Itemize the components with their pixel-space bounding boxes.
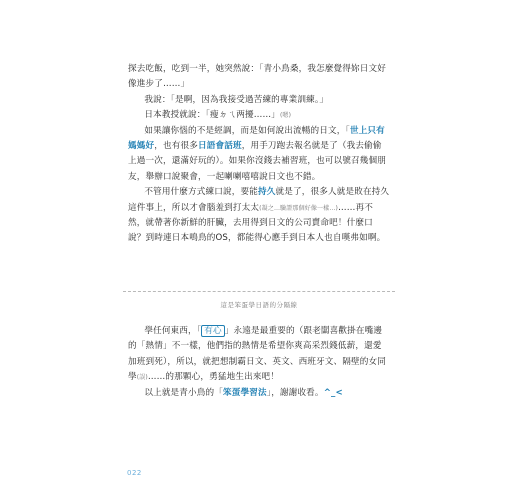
- divider-label: 這是笨蛋學日語的分隔線: [220, 301, 298, 309]
- paragraph-text: 如果讓你惱的不是經調，而是如何說出流暢的日文，「: [144, 125, 350, 136]
- highlight-text: 笨蛋學習法: [223, 387, 267, 398]
- paragraph-text: ，用手刀跑去報名就是了（我去偷偷上過一次，還滿好玩的）。如果你沒錢去補習班，也可以號召幾個朋友，舉辦口說聚會，一起喇喇嘻嘻說日文也不錯。: [128, 141, 387, 182]
- paragraph-text: 就是了，很多人就是敗在持久這件事上，所以才會腦羞到打太太: [128, 187, 390, 213]
- lower-text-block: [128, 324, 390, 401]
- highlight-text: 日語會話班: [197, 141, 242, 152]
- paragraph: [128, 185, 390, 247]
- paragraph: [128, 324, 390, 386]
- paragraph-text: 以上就是青小鳥的「: [144, 387, 224, 398]
- page-number: 022: [127, 469, 142, 477]
- section-divider: [123, 291, 395, 311]
- boxed-highlight: 有心: [201, 325, 225, 337]
- paragraph: [128, 93, 390, 108]
- paragraph-text: 我說：「是啊，因為我接受過苦練的專業訓練。」: [144, 94, 329, 105]
- paragraph-text: ，也有很多: [154, 141, 198, 152]
- paragraph-text: 日本教授就說：「瘦ㄉㄟ两擾……」: [144, 110, 280, 121]
- paragraph: [128, 124, 390, 186]
- emoticon: ^_<: [323, 387, 343, 398]
- paragraph-text: 學任何東西，「: [144, 326, 202, 336]
- paragraph: [128, 386, 390, 401]
- aside-note: (誤): [136, 374, 148, 382]
- paragraph-text: ……再不然，就帶著你新鮮的肝臟，去用得到日文的公司賣命吧！什麼口說？到時連日本鳴鳥的OS，都能得心應手到日本人也自嘆弗如啊。: [128, 202, 386, 244]
- paragraph-text: 」，謝謝收看。: [266, 387, 324, 398]
- aside-note: (凝之…驗證那個好像一樣…): [259, 204, 338, 212]
- aside-note: (嗯): [279, 112, 292, 120]
- paragraph-text: 探去吃飯，吃到一半，她突然說：「青小鳥桑，我怎麼覺得妳日文好像進步了……」: [128, 64, 387, 90]
- paragraph: [128, 108, 390, 123]
- highlight-text: 持久: [258, 187, 276, 198]
- paragraph-text: 不管用什麼方式練口說，要能: [144, 187, 258, 198]
- upper-text-block: [128, 62, 390, 247]
- paragraph: [128, 62, 390, 93]
- divider-line: [123, 291, 395, 292]
- paragraph-text: 」永遠是最重要的（跟老闆喜歡掛在嘴邊的「熱情」不一樣，他們指的熱情是希望你爽高采烈錢低薪，還愛加班到死），所以，就把想制霸日文、英文、西班牙文、隔壁的女同學: [128, 326, 387, 383]
- highlight-text: 世上只有媽媽好: [128, 125, 385, 152]
- paragraph-text: ……的那顆心，勇猛地生出來吧！: [147, 372, 280, 383]
